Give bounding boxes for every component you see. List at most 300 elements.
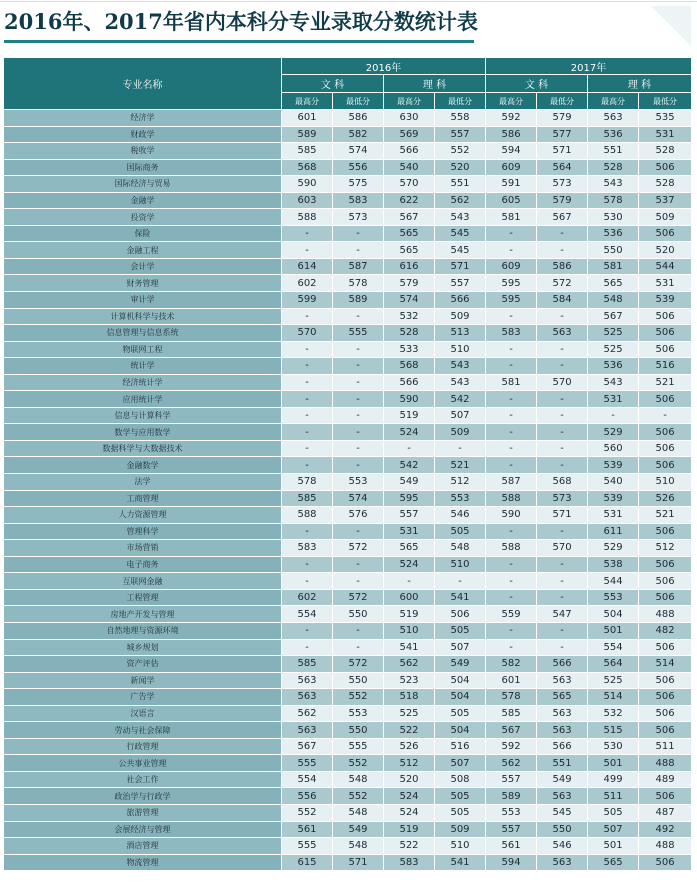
wen-2017-min-cell: 568 — [537, 474, 588, 491]
wen-2016-max-cell: 570 — [282, 325, 333, 342]
li-2017-max-cell: 531 — [588, 507, 639, 524]
major-name-cell: 计算机科学与技术 — [4, 308, 282, 325]
wen-2017-min-cell: 571 — [537, 507, 588, 524]
wen-2016-max-cell: - — [282, 341, 333, 358]
wen-2017-min-cell: 579 — [537, 192, 588, 209]
wen-2016-min-cell: - — [333, 639, 384, 656]
li-2017-max-cell: 554 — [588, 639, 639, 656]
table-row — [4, 126, 692, 143]
wen-2016-min-cell: 549 — [333, 821, 384, 838]
table-row — [4, 722, 692, 739]
table-row — [4, 374, 692, 391]
major-name-cell: 信息管理与信息系统 — [4, 325, 282, 342]
li-2016-max-cell: 519 — [384, 606, 435, 623]
wen-2016-max-cell: 556 — [282, 788, 333, 805]
wen-2016-min-cell: - — [333, 407, 384, 424]
wen-2016-min-cell: 589 — [333, 292, 384, 309]
li-2016-min-cell: 553 — [435, 490, 486, 507]
wen-2016-min-cell: 574 — [333, 490, 384, 507]
major-name-cell: 税收学 — [4, 143, 282, 160]
score-table — [3, 57, 692, 871]
li-2017-min-cell: 531 — [639, 126, 692, 143]
wen-2016-min-cell: 576 — [333, 507, 384, 524]
wen-2016-max-cell: - — [282, 407, 333, 424]
li-2017-min-cell: 521 — [639, 507, 692, 524]
li-2016-max-cell: 622 — [384, 192, 435, 209]
li-2017-min-cell: 492 — [639, 821, 692, 838]
wen-2016-max-cell: - — [282, 358, 333, 375]
major-name-cell: 政治学与行政学 — [4, 788, 282, 805]
wen-2017-min-cell: 577 — [537, 126, 588, 143]
wen-2016-max-cell: 563 — [282, 722, 333, 739]
major-name-cell: 人力资源管理 — [4, 507, 282, 524]
table-row — [4, 540, 692, 557]
table-row — [4, 755, 692, 772]
wen-2017-max-cell: - — [486, 639, 537, 656]
wen-2016-max-cell: 554 — [282, 771, 333, 788]
wen-2017-min-cell: 545 — [537, 804, 588, 821]
li-2016-max-cell: 510 — [384, 622, 435, 639]
wen-2017-max-cell: 561 — [486, 838, 537, 855]
table-row — [4, 490, 692, 507]
li-2017-max-cell: 504 — [588, 606, 639, 623]
wen-2016-min-cell: - — [333, 523, 384, 540]
major-name-cell: 经济学 — [4, 110, 282, 127]
wen-2017-max-cell: 592 — [486, 738, 537, 755]
li-2017-max-cell: 505 — [588, 804, 639, 821]
li-2016-max-cell: 524 — [384, 788, 435, 805]
li-2017-min-cell: 487 — [639, 804, 692, 821]
wen-2016-max-cell: 599 — [282, 292, 333, 309]
table-row — [4, 391, 692, 408]
wen-2016-min-cell: 571 — [333, 854, 384, 871]
wen-2017-min-cell: 584 — [537, 292, 588, 309]
li-2017-max-cell: 507 — [588, 821, 639, 838]
li-2017-min-cell: 506 — [639, 523, 692, 540]
wen-2016-max-cell: 590 — [282, 176, 333, 193]
wen-2017-max-cell: - — [486, 391, 537, 408]
wen-2016-min-cell: 573 — [333, 209, 384, 226]
wen-2016-max-cell: 602 — [282, 275, 333, 292]
li-2016-min-cell: 543 — [435, 209, 486, 226]
major-name-cell: 物流管理 — [4, 854, 282, 871]
li-2017-max-cell: 563 — [588, 110, 639, 127]
li-2016-min-cell: 562 — [435, 192, 486, 209]
li-2017-max-cell: 551 — [588, 143, 639, 160]
table-row — [4, 258, 692, 275]
li-2016-min-cell: 551 — [435, 176, 486, 193]
wen-2017-max-cell: 609 — [486, 159, 537, 176]
li-2017-min-cell: 510 — [639, 474, 692, 491]
li-2016-max-cell: 542 — [384, 457, 435, 474]
wen-2017-min-cell: 551 — [537, 755, 588, 772]
wen-2016-min-cell: - — [333, 622, 384, 639]
table-row — [4, 672, 692, 689]
li-2016-min-cell: 520 — [435, 159, 486, 176]
table-row — [4, 821, 692, 838]
major-name-cell: 城乡规划 — [4, 639, 282, 656]
wen-2016-max-cell: 555 — [282, 838, 333, 855]
table-row — [4, 192, 692, 209]
wen-2016-max-cell: - — [282, 308, 333, 325]
table-row — [4, 308, 692, 325]
wen-2016-min-cell: 552 — [333, 689, 384, 706]
major-name-cell: 保险 — [4, 225, 282, 242]
li-2016-min-cell: 505 — [435, 788, 486, 805]
li-2017-max-cell: 567 — [588, 308, 639, 325]
table-body — [4, 110, 692, 871]
li-2016-min-cell: 548 — [435, 540, 486, 557]
major-name-cell: 国际经济与贸易 — [4, 176, 282, 193]
li-2017-min-cell: 520 — [639, 242, 692, 259]
li-2017-min-cell: 488 — [639, 838, 692, 855]
wen-2016-min-cell: 552 — [333, 788, 384, 805]
li-2017-min-cell: 489 — [639, 771, 692, 788]
li-2017-max-cell: 538 — [588, 556, 639, 573]
li-2017-max-cell: 539 — [588, 490, 639, 507]
li-2016-min-cell: 505 — [435, 523, 486, 540]
wen-2016-min-cell: 572 — [333, 656, 384, 673]
li-2017-max-cell: 540 — [588, 474, 639, 491]
wen-2017-max-cell: - — [486, 556, 537, 573]
wen-2017-min-cell: - — [537, 225, 588, 242]
wen-2016-max-cell: - — [282, 457, 333, 474]
max-score-header: 最高分 — [384, 93, 435, 110]
table-row — [4, 242, 692, 259]
wen-2017-max-cell: 587 — [486, 474, 537, 491]
li-2017-max-cell: 515 — [588, 722, 639, 739]
li-2016-max-cell: 528 — [384, 325, 435, 342]
table-row — [4, 225, 692, 242]
wen-2016-min-cell: 583 — [333, 192, 384, 209]
wen-2017-max-cell: 578 — [486, 689, 537, 706]
wen-2017-min-cell: 573 — [537, 176, 588, 193]
li-2016-min-cell: 552 — [435, 143, 486, 160]
wen-2016-min-cell: 548 — [333, 838, 384, 855]
wen-2017-max-cell: 589 — [486, 788, 537, 805]
wen-2016-max-cell: 563 — [282, 689, 333, 706]
wen-2017-max-cell: 605 — [486, 192, 537, 209]
li-2016-max-cell: - — [384, 573, 435, 590]
wen-2016-min-cell: - — [333, 440, 384, 457]
major-name-header: 专业名称 — [4, 58, 282, 110]
wen-2016-max-cell: 578 — [282, 474, 333, 491]
table-row — [4, 838, 692, 855]
table-row — [4, 523, 692, 540]
li-2017-max-cell: 543 — [588, 176, 639, 193]
li-2017-max-cell: 544 — [588, 573, 639, 590]
li-2016-max-cell: 522 — [384, 722, 435, 739]
wen-2016-max-cell: - — [282, 523, 333, 540]
li-2016-min-cell: 509 — [435, 424, 486, 441]
wen-2016-max-cell: 615 — [282, 854, 333, 871]
wen-2016-min-cell: 586 — [333, 110, 384, 127]
li-2016-max-cell: 566 — [384, 143, 435, 160]
li-2017-min-cell: 537 — [639, 192, 692, 209]
wen-2016-max-cell: - — [282, 242, 333, 259]
wen-2017-min-cell: - — [537, 407, 588, 424]
wen-2017-min-cell: 550 — [537, 821, 588, 838]
wen-2017-min-cell: 567 — [537, 209, 588, 226]
li-2016-min-cell: 506 — [435, 606, 486, 623]
li-2016-max-cell: 565 — [384, 242, 435, 259]
wen-2016-max-cell: - — [282, 391, 333, 408]
wen-2017-min-cell: 546 — [537, 838, 588, 855]
wen-2016-max-cell: 567 — [282, 738, 333, 755]
li-2017-min-cell: 509 — [639, 209, 692, 226]
wen-2017-min-cell: 563 — [537, 325, 588, 342]
li-2016-max-cell: 562 — [384, 656, 435, 673]
li-2017-max-cell: 578 — [588, 192, 639, 209]
wen-2017-max-cell: 582 — [486, 656, 537, 673]
li-2016-max-cell: 568 — [384, 358, 435, 375]
li-2017-min-cell: 506 — [639, 308, 692, 325]
wen-2017-min-cell: 563 — [537, 854, 588, 871]
wen-2016-min-cell: - — [333, 424, 384, 441]
wen-2016-min-cell: 550 — [333, 722, 384, 739]
li-2016-header: 理 科 — [384, 75, 486, 93]
wen-2017-max-cell: 594 — [486, 854, 537, 871]
wen-2017-max-cell: 562 — [486, 755, 537, 772]
wen-2016-header: 文 科 — [282, 75, 384, 93]
wen-2016-max-cell: 562 — [282, 705, 333, 722]
wen-2017-min-cell: - — [537, 358, 588, 375]
wen-2016-min-cell: 578 — [333, 275, 384, 292]
table-row — [4, 705, 692, 722]
li-2017-min-cell: 544 — [639, 258, 692, 275]
li-2017-max-cell: 501 — [588, 622, 639, 639]
li-2016-min-cell: 505 — [435, 804, 486, 821]
major-name-cell: 公共事业管理 — [4, 755, 282, 772]
li-2017-min-cell: 506 — [639, 788, 692, 805]
wen-2016-min-cell: 553 — [333, 705, 384, 722]
li-2017-min-cell: 528 — [639, 143, 692, 160]
li-2017-min-cell: 506 — [639, 589, 692, 606]
wen-2016-max-cell: - — [282, 639, 333, 656]
wen-2017-min-cell: - — [537, 589, 588, 606]
wen-2017-min-cell: 565 — [537, 689, 588, 706]
li-2016-min-cell: - — [435, 440, 486, 457]
li-2017-min-cell: 521 — [639, 374, 692, 391]
li-2016-min-cell: 541 — [435, 854, 486, 871]
wen-2017-max-cell: 581 — [486, 209, 537, 226]
li-2017-max-cell: 536 — [588, 126, 639, 143]
wen-2016-min-cell: 550 — [333, 606, 384, 623]
li-2017-max-cell: 536 — [588, 358, 639, 375]
major-name-cell: 酒店管理 — [4, 838, 282, 855]
li-2016-max-cell: 526 — [384, 738, 435, 755]
li-2017-max-cell: 501 — [588, 838, 639, 855]
li-2017-max-cell: 528 — [588, 159, 639, 176]
wen-2016-min-cell: 552 — [333, 755, 384, 772]
li-2017-max-cell: 564 — [588, 656, 639, 673]
li-2016-max-cell: 600 — [384, 589, 435, 606]
li-2016-min-cell: 510 — [435, 341, 486, 358]
li-2017-max-cell: 611 — [588, 523, 639, 540]
wen-2016-min-cell: 548 — [333, 771, 384, 788]
li-2016-min-cell: 541 — [435, 589, 486, 606]
li-2016-max-cell: 574 — [384, 292, 435, 309]
major-name-cell: 汉语言 — [4, 705, 282, 722]
li-2016-max-cell: 565 — [384, 225, 435, 242]
li-2017-min-cell: 512 — [639, 540, 692, 557]
major-name-cell: 电子商务 — [4, 556, 282, 573]
wen-2016-max-cell: 563 — [282, 672, 333, 689]
li-2016-min-cell: 571 — [435, 258, 486, 275]
li-2016-max-cell: 565 — [384, 540, 435, 557]
major-name-cell: 会展经济与管理 — [4, 821, 282, 838]
page-title: 2016年、2017年省内本科分专业录取分数统计表 — [4, 9, 478, 34]
wen-2017-max-cell: - — [486, 523, 537, 540]
wen-2017-min-cell: 549 — [537, 771, 588, 788]
wen-2017-min-cell: - — [537, 556, 588, 573]
top-divider — [0, 1, 697, 2]
table-row — [4, 143, 692, 160]
wen-2017-max-cell: 567 — [486, 722, 537, 739]
wen-2016-max-cell: - — [282, 424, 333, 441]
major-name-cell: 应用统计学 — [4, 391, 282, 408]
li-2017-min-cell: 535 — [639, 110, 692, 127]
wen-2016-max-cell: 561 — [282, 821, 333, 838]
major-name-cell: 资产评估 — [4, 656, 282, 673]
wen-2016-min-cell: 555 — [333, 325, 384, 342]
table-row — [4, 771, 692, 788]
li-2016-max-cell: 549 — [384, 474, 435, 491]
li-2016-max-cell: 524 — [384, 556, 435, 573]
wen-2016-max-cell: 585 — [282, 143, 333, 160]
table-row — [4, 804, 692, 821]
li-2017-max-cell: 525 — [588, 672, 639, 689]
li-2017-max-cell: 525 — [588, 341, 639, 358]
wen-2016-min-cell: 553 — [333, 474, 384, 491]
major-name-cell: 劳动与社会保障 — [4, 722, 282, 739]
wen-2017-max-cell: 557 — [486, 771, 537, 788]
li-2017-max-cell: 525 — [588, 325, 639, 342]
table-row — [4, 209, 692, 226]
wen-2017-min-cell: - — [537, 622, 588, 639]
title-area — [0, 0, 697, 56]
li-2017-min-cell: 482 — [639, 622, 692, 639]
li-2017-max-cell: 548 — [588, 292, 639, 309]
wen-2016-min-cell: - — [333, 358, 384, 375]
table-row — [4, 656, 692, 673]
li-2017-min-cell: 506 — [639, 854, 692, 871]
wen-2017-min-cell: 547 — [537, 606, 588, 623]
wen-2017-min-cell: - — [537, 391, 588, 408]
major-name-cell: 财务管理 — [4, 275, 282, 292]
wen-2017-max-cell: - — [486, 407, 537, 424]
li-2016-max-cell: - — [384, 440, 435, 457]
wen-2016-min-cell: 556 — [333, 159, 384, 176]
table-row — [4, 556, 692, 573]
li-2016-min-cell: 505 — [435, 705, 486, 722]
major-name-cell: 数据科学与大数据技术 — [4, 440, 282, 457]
li-2017-min-cell: 506 — [639, 341, 692, 358]
wen-2017-max-cell: 592 — [486, 110, 537, 127]
li-2016-max-cell: 523 — [384, 672, 435, 689]
wen-2017-min-cell: - — [537, 308, 588, 325]
wen-2017-max-cell: - — [486, 308, 537, 325]
table-row — [4, 589, 692, 606]
major-name-cell: 广告学 — [4, 689, 282, 706]
li-2017-max-cell: 511 — [588, 788, 639, 805]
li-2016-max-cell: 520 — [384, 771, 435, 788]
wen-2016-max-cell: 588 — [282, 507, 333, 524]
max-score-header: 最高分 — [486, 93, 537, 110]
wen-2016-max-cell: 589 — [282, 126, 333, 143]
table-row — [4, 424, 692, 441]
li-2017-min-cell: 506 — [639, 705, 692, 722]
table-row — [4, 292, 692, 309]
table-row — [4, 407, 692, 424]
li-2017-min-cell: 511 — [639, 738, 692, 755]
li-2017-min-cell: 506 — [639, 556, 692, 573]
wen-2017-min-cell: - — [537, 440, 588, 457]
li-2016-max-cell: 566 — [384, 374, 435, 391]
wen-2016-min-cell: - — [333, 457, 384, 474]
wen-2017-min-cell: - — [537, 573, 588, 590]
wen-2016-max-cell: 602 — [282, 589, 333, 606]
major-name-cell: 数学与应用数学 — [4, 424, 282, 441]
li-2017-min-cell: 506 — [639, 159, 692, 176]
wen-2017-max-cell: - — [486, 622, 537, 639]
wen-2017-max-cell: - — [486, 358, 537, 375]
wen-2017-min-cell: 572 — [537, 275, 588, 292]
min-score-header: 最低分 — [333, 93, 384, 110]
wen-2016-max-cell: 568 — [282, 159, 333, 176]
wen-2017-min-cell: 579 — [537, 110, 588, 127]
wen-2017-max-cell: - — [486, 424, 537, 441]
li-2016-min-cell: 557 — [435, 126, 486, 143]
li-2017-min-cell: 506 — [639, 672, 692, 689]
li-2016-min-cell: 510 — [435, 838, 486, 855]
wen-2017-min-cell: 570 — [537, 540, 588, 557]
li-2017-max-cell: 529 — [588, 540, 639, 557]
li-2017-min-cell: 516 — [639, 358, 692, 375]
wen-2017-min-cell: - — [537, 523, 588, 540]
major-name-cell: 社会工作 — [4, 771, 282, 788]
li-2016-max-cell: 595 — [384, 490, 435, 507]
major-name-cell: 市场营销 — [4, 540, 282, 557]
li-2017-min-cell: 506 — [639, 440, 692, 457]
li-2017-max-cell: 530 — [588, 209, 639, 226]
li-2016-max-cell: 579 — [384, 275, 435, 292]
wen-2016-max-cell: 554 — [282, 606, 333, 623]
wen-2016-max-cell: - — [282, 573, 333, 590]
wen-2016-min-cell: 572 — [333, 589, 384, 606]
wen-2016-max-cell: - — [282, 440, 333, 457]
major-name-cell: 金融工程 — [4, 242, 282, 259]
li-2017-max-cell: 565 — [588, 854, 639, 871]
li-2017-max-cell: 499 — [588, 771, 639, 788]
wen-2017-max-cell: - — [486, 573, 537, 590]
table-row — [4, 854, 692, 871]
wen-2016-min-cell: 587 — [333, 258, 384, 275]
wen-2016-max-cell: 585 — [282, 656, 333, 673]
li-2017-min-cell: - — [639, 407, 692, 424]
li-2016-min-cell: 558 — [435, 110, 486, 127]
wen-2017-max-cell: 590 — [486, 507, 537, 524]
li-2016-min-cell: 557 — [435, 275, 486, 292]
table-row — [4, 573, 692, 590]
wen-2016-min-cell: - — [333, 556, 384, 573]
li-2016-max-cell: 522 — [384, 838, 435, 855]
li-2016-min-cell: 507 — [435, 639, 486, 656]
table-row — [4, 341, 692, 358]
wen-2016-max-cell: 603 — [282, 192, 333, 209]
wen-2017-max-cell: 595 — [486, 292, 537, 309]
li-2016-max-cell: 525 — [384, 705, 435, 722]
